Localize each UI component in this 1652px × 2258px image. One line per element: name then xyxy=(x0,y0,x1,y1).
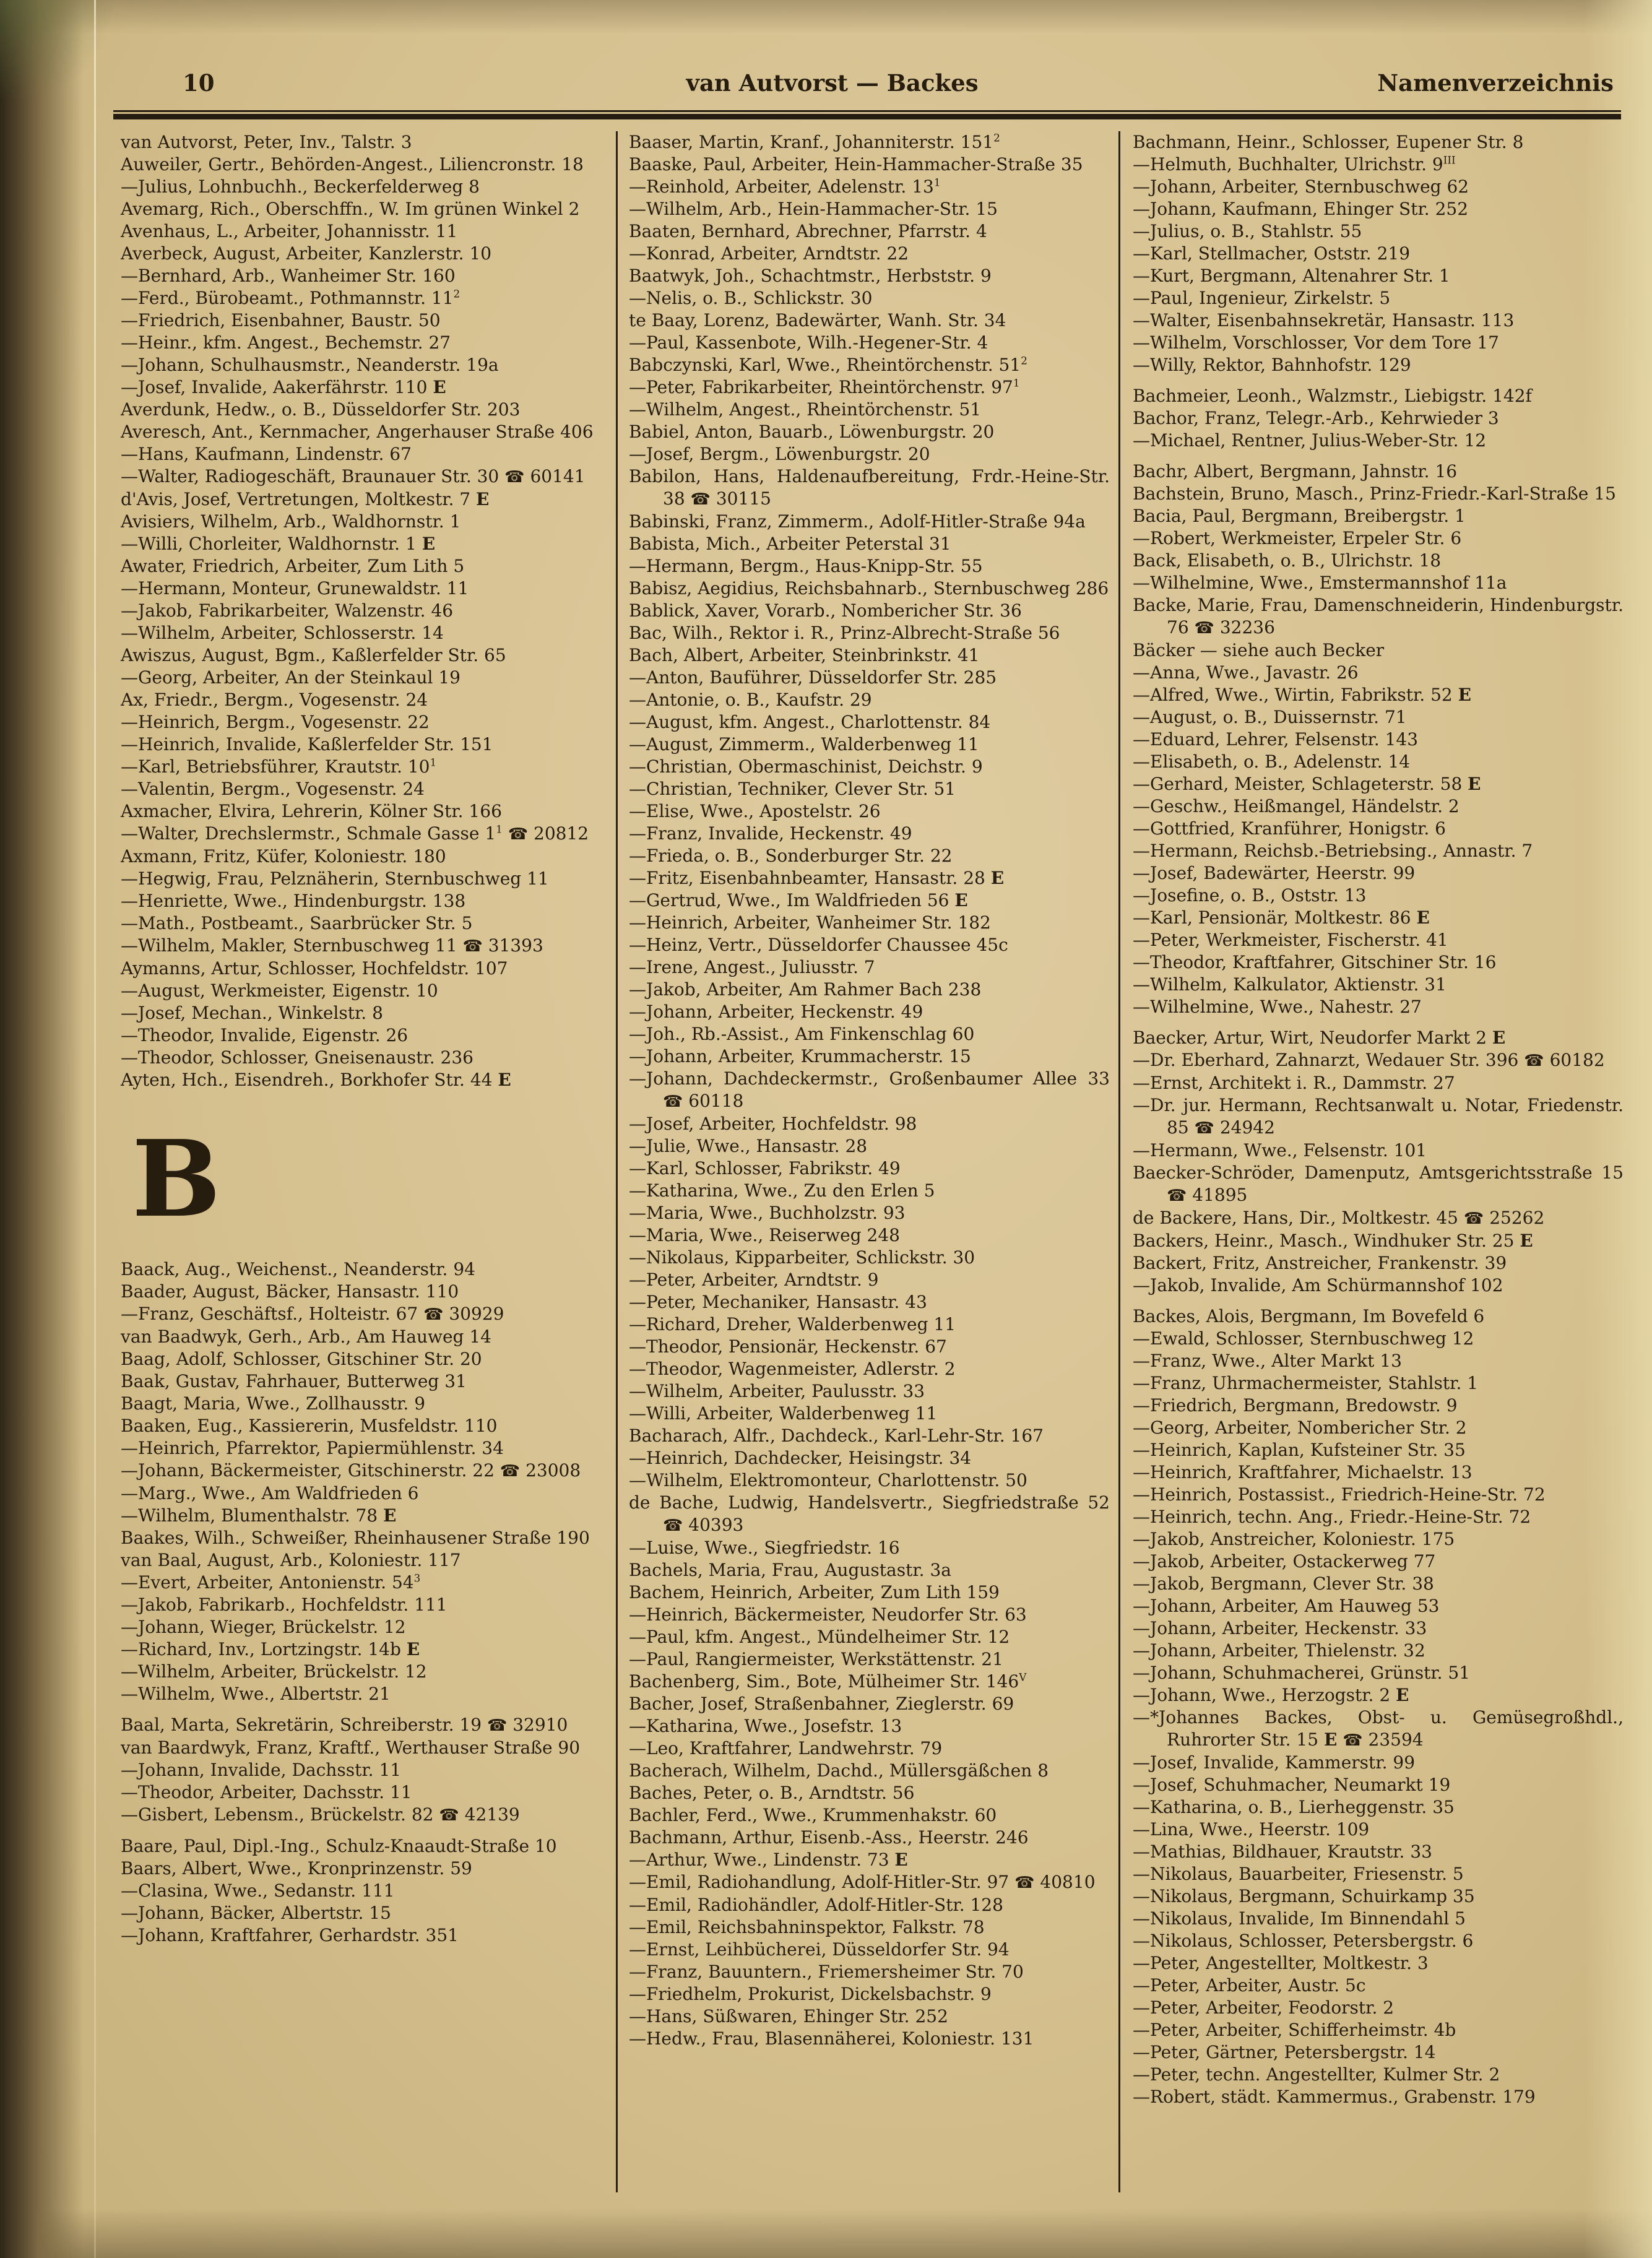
directory-entry: —Wilhelmine, Wwe., Nahestr. 27 xyxy=(1133,997,1422,1017)
directory-entry: —Heinrich, Arbeiter, Wanheimer Str. 182 xyxy=(629,912,991,933)
directory-entry: —Marg., Wwe., Am Waldfrieden 6 xyxy=(121,1483,419,1503)
directory-entry: —August, o. B., Duissernstr. 71 xyxy=(1133,707,1407,727)
directory-entry: —Emil, Radiohandlung, Adolf-Hitler-Str. 97 ☎ 40810 xyxy=(629,1872,1096,1892)
directory-entry: —Johann, Arbeiter, Krummacherstr. 15 xyxy=(629,1046,971,1066)
directory-entry: —Mathias, Bildhauer, Krautstr. 33 xyxy=(1133,1841,1432,1862)
directory-entry: Bac, Wilh., Rektor i. R., Prinz-Albrecht-Straße 56 xyxy=(629,623,1060,643)
directory-entry: —Josef, Schuhmacher, Neumarkt 19 xyxy=(1133,1775,1451,1795)
directory-entry: Avenhaus, L., Arbeiter, Johannisstr. 11 xyxy=(121,221,458,241)
phone-icon: ☎ xyxy=(1343,1731,1363,1750)
directory-entry: Bacia, Paul, Bergmann, Breibergstr. 1 xyxy=(1133,506,1466,526)
directory-entry: —Karl, Schlosser, Fabrikstr. 49 xyxy=(629,1158,901,1179)
directory-entry: —Paul, Kassenbote, Wilh.-Hegener-Str. 4 xyxy=(629,332,988,353)
directory-entry: Baaske, Paul, Arbeiter, Hein-Hammacher-Straße 35 xyxy=(629,154,1083,175)
directory-entry: —Jakob, Fabrikarb., Hochfeldstr. 111 xyxy=(121,1594,448,1615)
directory-entry: —Michael, Rentner, Julius-Weber-Str. 12 xyxy=(1133,430,1487,451)
directory-entry: —Math., Postbeamt., Saarbrücker Str. 5 xyxy=(121,913,473,933)
directory-entry: —Friedhelm, Prokurist, Dickelsbachstr. 9 xyxy=(629,1984,992,2004)
directory-entry: Bacher, Josef, Straßenbahner, Zieglerstr. 69 xyxy=(629,1694,1014,1714)
directory-entry: —Theodor, Invalide, Eigenstr. 26 xyxy=(121,1025,409,1045)
header-right-label: Namenverzeichnis xyxy=(1377,69,1614,97)
directory-entry: —Hans, Kaufmann, Lindenstr. 67 xyxy=(121,444,412,464)
directory-entry: —Gisbert, Lebensm., Brückelstr. 82 ☎ 42139 xyxy=(121,1804,520,1825)
directory-entry: —Konrad, Arbeiter, Arndtstr. 22 xyxy=(629,243,909,264)
directory-entry: Baagt, Maria, Wwe., Zollhausstr. 9 xyxy=(121,1393,426,1414)
page-number: 10 xyxy=(183,69,215,97)
directory-entry: —Anton, Bauführer, Düsseldorfer Str. 285 xyxy=(629,667,997,688)
directory-entry: —Johann, Kaufmann, Ehinger Str. 252 xyxy=(1133,199,1469,219)
directory-entry: Babiel, Anton, Bauarb., Löwenburgstr. 20 xyxy=(629,422,995,442)
directory-entry: Auweiler, Gertr., Behörden-Angest., Liliencronstr. 18 xyxy=(121,154,584,175)
directory-entry: —Johann, Dachdeckermstr., Großenbaumer Allee 33 ☎ 60118 xyxy=(629,1068,1110,1111)
directory-entry: —Alfred, Wwe., Wirtin, Fabrikstr. 52 E xyxy=(1133,685,1471,705)
directory-entry: —Karl, Betriebsführer, Krautstr. $10^1$ xyxy=(121,756,437,777)
owner-mark: E xyxy=(990,868,1005,888)
directory-entry: —Julius, o. B., Stahlstr. 55 xyxy=(1133,221,1362,241)
directory-entry: —Wilhelm, Makler, Sternbuschweg 11 ☎ 31393 xyxy=(121,935,543,956)
directory-entry: —Jakob, Invalide, Am Schürmannshof 102 xyxy=(1133,1275,1503,1296)
directory-entry: —Jakob, Arbeiter, Ostackerweg 77 xyxy=(1133,1551,1436,1572)
directory-entry: Baaser, Martin, Kranf., Johanniterstr. $151^2$ xyxy=(629,131,1000,152)
phone-icon: ☎ xyxy=(439,1806,459,1825)
directory-entry: —Willy, Rektor, Bahnhofstr. 129 xyxy=(1133,355,1411,375)
directory-entry: —Johann, Arbeiter, Heckenstr. 49 xyxy=(629,1001,923,1022)
directory-entry: —Joh., Rb.-Assist., Am Finkenschlag 60 xyxy=(629,1024,975,1044)
directory-entry: —Reinhold, Arbeiter, Adelenstr. $13^1$ xyxy=(629,176,941,197)
directory-entry: —Antonie, o. B., Kaufstr. 29 xyxy=(629,690,872,710)
directory-entry: —Walter, Eisenbahnsekretär, Hansastr. 113 xyxy=(1133,310,1515,331)
directory-column-1 xyxy=(121,131,616,2192)
directory-entry: Bacharach, Alfr., Dachdeck., Karl-Lehr-Str. 167 xyxy=(629,1425,1044,1446)
phone-icon: ☎ xyxy=(663,1516,683,1535)
directory-entry: —Franz, Uhrmachermeister, Stahlstr. 1 xyxy=(1133,1373,1479,1393)
directory-entry: Back, Elisabeth, o. B., Ulrichstr. 18 xyxy=(1133,550,1442,571)
directory-entry: —Paul, Ingenieur, Zirkelstr. 5 xyxy=(1133,288,1391,308)
directory-entry: —Peter, Gärtner, Petersbergstr. 14 xyxy=(1133,2042,1436,2062)
phone-icon: ☎ xyxy=(1194,619,1214,638)
directory-entry: —Heinrich, Bergm., Vogesenstr. 22 xyxy=(121,712,430,732)
directory-entry: —Hans, Süßwaren, Ehinger Str. 252 xyxy=(629,2006,948,2027)
directory-entry: —Johann, Schulhausmstr., Neanderstr. 19a xyxy=(121,355,499,375)
directory-entry: —Heinrich, Bäckermeister, Neudorfer Str. 63 xyxy=(629,1604,1027,1625)
directory-entry: —Peter, Arbeiter, Arndtstr. 9 xyxy=(629,1270,879,1290)
header-rule xyxy=(113,110,1621,119)
phone-icon: ☎ xyxy=(499,1462,521,1481)
phone-icon: ☎ xyxy=(690,490,711,509)
owner-mark: E xyxy=(406,1639,420,1659)
directory-entry: Baal, Marta, Sekretärin, Schreiberstr. 19 ☎ 32910 xyxy=(121,1715,568,1735)
directory-entry: —Jakob, Anstreicher, Koloniestr. 175 xyxy=(1133,1529,1455,1549)
directory-entry: Bachmann, Arthur, Eisenb.-Ass., Heerstr. 246 xyxy=(629,1827,1029,1848)
owner-mark: E xyxy=(954,890,968,911)
directory-entry: —Josef, Invalide, Aakerfährstr. 110 E xyxy=(121,377,446,397)
directory-entry: —Willi, Arbeiter, Walderbenweg 11 xyxy=(629,1403,938,1424)
directory-entry: Bach, Albert, Arbeiter, Steinbrinkstr. 41 xyxy=(629,645,980,665)
directory-entry: —Valentin, Bergm., Vogesenstr. 24 xyxy=(121,779,425,799)
phone-icon: ☎ xyxy=(462,937,483,956)
directory-entry: —Heinr., kfm. Angest., Bechemstr. 27 xyxy=(121,332,451,353)
directory-entry: —Friedrich, Bergmann, Bredowstr. 9 xyxy=(1133,1395,1458,1416)
directory-entry: —Peter, Angestellter, Moltkestr. 3 xyxy=(1133,1953,1429,1973)
page-header xyxy=(121,69,1619,102)
directory-entry: —Johann, Arbeiter, Sternbuschweg 62 xyxy=(1133,176,1469,197)
directory-entry: Averesch, Ant., Kernmacher, Angerhauser Straße 406 xyxy=(121,422,594,442)
directory-entry: —Anna, Wwe., Javastr. 26 xyxy=(1133,662,1359,683)
directory-entry: —Johann, Wieger, Brückelstr. 12 xyxy=(121,1617,406,1637)
directory-entry: —Johann, Wwe., Herzogstr. 2 E xyxy=(1133,1685,1409,1705)
directory-entry: —Johann, Arbeiter, Heckenstr. 33 xyxy=(1133,1618,1427,1638)
phone-icon: ☎ xyxy=(1014,1874,1035,1892)
directory-entry: —Peter, Arbeiter, Feodorstr. 2 xyxy=(1133,1997,1395,2018)
directory-entry: Avisiers, Wilhelm, Arb., Waldhornstr. 1 xyxy=(121,511,461,532)
phone-icon: ☎ xyxy=(423,1305,444,1324)
directory-entry: —Franz, Wwe., Alter Markt 13 xyxy=(1133,1351,1402,1371)
directory-entry: —Arthur, Wwe., Lindenstr. 73 E xyxy=(629,1849,908,1870)
directory-entry: Bachor, Franz, Telegr.-Arb., Kehrwieder 3 xyxy=(1133,408,1499,428)
directory-entry: —August, Zimmerm., Walderbenweg 11 xyxy=(629,734,979,755)
owner-mark: E xyxy=(1416,907,1430,928)
directory-entry: —Ewald, Schlosser, Sternbuschweg 12 xyxy=(1133,1328,1474,1349)
directory-entry: Babczynski, Karl, Wwe., Rheintörchenstr. $51^2$ xyxy=(629,354,1027,375)
directory-entry: —Robert, Werkmeister, Erpeler Str. 6 xyxy=(1133,528,1462,548)
directory-entry: Axmann, Fritz, Küfer, Koloniestr. 180 xyxy=(121,846,446,867)
directory-entry: —Peter, Arbeiter, Schifferheimstr. 4b xyxy=(1133,2020,1456,2040)
directory-entry: —August, Werkmeister, Eigenstr. 10 xyxy=(121,980,438,1001)
directory-entry: van Baardwyk, Franz, Kraftf., Werthauser Straße 90 xyxy=(121,1737,581,1758)
directory-entry: —Theodor, Wagenmeister, Adlerstr. 2 xyxy=(629,1359,956,1379)
directory-entry: —Johann, Arbeiter, Am Hauweg 53 xyxy=(1133,1596,1440,1616)
directory-entry: —Franz, Geschäftsf., Holteistr. 67 ☎ 30929 xyxy=(121,1304,504,1324)
directory-entry: Averdunk, Hedw., o. B., Düsseldorfer Str. 203 xyxy=(121,399,521,420)
directory-entry: —Leo, Kraftfahrer, Landwehrstr. 79 xyxy=(629,1738,943,1758)
directory-entry: —Katharina, Wwe., Josefstr. 13 xyxy=(629,1716,902,1736)
directory-column-2 xyxy=(616,131,1118,2192)
directory-entry: —Gerhard, Meister, Schlageterstr. 58 E xyxy=(1133,774,1481,794)
directory-entry: —Theodor, Arbeiter, Dachsstr. 11 xyxy=(121,1782,412,1802)
directory-entry: —Paul, kfm. Angest., Mündelheimer Str. 12 xyxy=(629,1627,1010,1647)
directory-entry: —Peter, Arbeiter, Austr. 5c xyxy=(1133,1975,1366,1996)
directory-entry: Baag, Adolf, Schlosser, Gitschiner Str. 20 xyxy=(121,1349,482,1369)
directory-entry: —Frieda, o. B., Sonderburger Str. 22 xyxy=(629,846,953,866)
directory-entry: —Emil, Radiohändler, Adolf-Hitler-Str. 128 xyxy=(629,1895,1003,1915)
directory-entry: Backert, Fritz, Anstreicher, Frankenstr. 39 xyxy=(1133,1253,1507,1273)
directory-entry: —Peter, Werkmeister, Fischerstr. 41 xyxy=(1133,930,1448,950)
directory-entry: —Karl, Stellmacher, Oststr. 219 xyxy=(1133,243,1411,264)
directory-entry: —Georg, Arbeiter, Nombericher Str. 2 xyxy=(1133,1417,1467,1438)
directory-entry: Bachels, Maria, Frau, Augustastr. 3a xyxy=(629,1560,951,1580)
directory-entry: —Wilhelm, Arbeiter, Paulusstr. 33 xyxy=(629,1381,925,1401)
directory-entry: —Wilhelm, Arbeiter, Schlosserstr. 14 xyxy=(121,623,444,643)
directory-entry: —Heinrich, Postassist., Friedrich-Heine-Str. 72 xyxy=(1133,1484,1546,1505)
owner-mark: E xyxy=(422,534,436,554)
directory-entry: —Dr. Eberhard, Zahnarzt, Wedauer Str. 396 ☎ 60182 xyxy=(1133,1050,1605,1070)
directory-entry: Axmacher, Elvira, Lehrerin, Kölner Str. 166 xyxy=(121,801,502,821)
directory-entry: Avemarg, Rich., Oberschffn., W. Im grünen Winkel 2 xyxy=(121,199,580,219)
directory-entry: —Franz, Bauuntern., Friemersheimer Str. 70 xyxy=(629,1962,1024,1982)
directory-entry: Baars, Albert, Wwe., Kronprinzenstr. 59 xyxy=(121,1858,472,1879)
directory-entry: —Maria, Wwe., Buchholzstr. 93 xyxy=(629,1203,906,1223)
directory-entry: —Wilhelm, Vorschlosser, Vor dem Tore 17 xyxy=(1133,332,1499,353)
directory-entry: —Wilhelm, Blumenthalstr. 78 E xyxy=(121,1505,397,1526)
directory-entry: —Josef, Invalide, Kammerstr. 99 xyxy=(1133,1752,1416,1773)
directory-entry: —Gottfried, Kranführer, Honigstr. 6 xyxy=(1133,818,1446,839)
directory-entry: Baare, Paul, Dipl.-Ing., Schulz-Knaaudt-Straße 10 xyxy=(121,1836,557,1856)
directory-entry: —Johann, Bäcker, Albertstr. 15 xyxy=(121,1903,391,1923)
directory-entry: —Heinrich, Pfarrektor, Papiermühlenstr. 34 xyxy=(121,1438,504,1458)
directory-entry: —Hermann, Monteur, Grunewaldstr. 11 xyxy=(121,578,469,599)
directory-entry: Ayten, Hch., Eisendreh., Borkhofer Str. 44 E xyxy=(121,1070,511,1090)
directory-entry: Awater, Friedrich, Arbeiter, Zum Lith 5 xyxy=(121,556,465,576)
directory-entry: Babilon, Hans, Haldenaufbereitung, Frdr.-Heine-Str. 38 ☎ 30115 xyxy=(629,466,1110,509)
directory-entry: —Peter, Fabrikarbeiter, Rheintörchenstr. $97^1$ xyxy=(629,376,1020,397)
directory-entry: —Richard, Inv., Lortzingstr. 14b E xyxy=(121,1639,420,1659)
directory-entry: —Wilhelm, Wwe., Albertstr. 21 xyxy=(121,1684,391,1704)
directory-entry: —Maria, Wwe., Reiserweg 248 xyxy=(629,1225,900,1245)
directory-entry: —Wilhelm, Angest., Rheintörchenstr. 51 xyxy=(629,399,982,420)
directory-entry: —Johann, Bäckermeister, Gitschinerstr. 22 ☎ 23008 xyxy=(121,1460,581,1481)
directory-entry: —Nelis, o. B., Schlickstr. 30 xyxy=(629,288,873,308)
directory-entry: Aymanns, Artur, Schlosser, Hochfeldstr. 107 xyxy=(121,958,508,979)
directory-entry: —Christian, Obermaschinist, Deichstr. 9 xyxy=(629,756,983,777)
directory-entry: —Josefine, o. B., Oststr. 13 xyxy=(1133,885,1367,906)
directory-entry: —Paul, Rangiermeister, Werkstättenstr. 21 xyxy=(629,1649,1003,1669)
phone-icon: ☎ xyxy=(508,825,529,844)
directory-entry: —*Johannes Backes, Obst- u. Gemüsegroßhdl., Ruhrorter Str. 15 E ☎ 23594 xyxy=(1133,1707,1624,1750)
owner-mark: E xyxy=(383,1505,397,1526)
phone-icon: ☎ xyxy=(1463,1209,1484,1228)
directory-entry: Babista, Mich., Arbeiter Peterstal 31 xyxy=(629,534,951,554)
directory-entry: —Luise, Wwe., Siegfriedstr. 16 xyxy=(629,1538,900,1558)
directory-entry: —Elise, Wwe., Apostelstr. 26 xyxy=(629,801,881,821)
directory-entry: —Elisabeth, o. B., Adelenstr. 14 xyxy=(1133,751,1411,772)
owner-mark: E xyxy=(894,1849,908,1870)
directory-entry: —Hermann, Bergm., Haus-Knipp-Str. 55 xyxy=(629,556,983,576)
owner-mark: E xyxy=(476,489,490,509)
directory-entry: Baches, Peter, o. B., Arndtstr. 56 xyxy=(629,1783,915,1803)
directory-entry: —Walter, Drechslermstr., Schmale Gasse $1^1$ ☎ 20812 xyxy=(121,823,589,844)
directory-entry: Baecker-Schröder, Damenputz, Amtsgerichtsstraße 15 ☎ 41895 xyxy=(1133,1162,1624,1205)
directory-entry: —Johann, Invalide, Dachsstr. 11 xyxy=(121,1760,402,1780)
directory-entry: Baatwyk, Joh., Schachtmstr., Herbststr. 9 xyxy=(629,266,992,286)
directory-entry: —Friedrich, Eisenbahner, Baustr. 50 xyxy=(121,310,441,331)
directory-entry: —Hegwig, Frau, Pelznäherin, Sternbuschweg 11 xyxy=(121,868,549,889)
directory-entry: —Richard, Dreher, Walderbenweg 11 xyxy=(629,1314,956,1334)
directory-entry: —Gertrud, Wwe., Im Waldfrieden 56 E xyxy=(629,890,968,911)
directory-entry: —Josef, Badewärter, Heerstr. 99 xyxy=(1133,863,1416,883)
owner-mark: E xyxy=(1520,1231,1533,1251)
directory-entry: de Backere, Hans, Dir., Moltkestr. 45 ☎ 25262 xyxy=(1133,1208,1545,1228)
directory-entry: —Theodor, Schlosser, Gneisenaustr. 236 xyxy=(121,1047,474,1068)
directory-entry: —Georg, Arbeiter, An der Steinkaul 19 xyxy=(121,667,461,688)
section-letter: B xyxy=(132,1117,221,1241)
phone-icon: ☎ xyxy=(663,1092,683,1111)
directory-entry: —Geschw., Heißmangel, Händelstr. 2 xyxy=(1133,796,1460,816)
directory-entry: —Katharina, o. B., Lierheggenstr. 35 xyxy=(1133,1797,1455,1817)
directory-entry: —Wilhelm, Arbeiter, Brückelstr. 12 xyxy=(121,1661,427,1682)
directory-entry: —Bernhard, Arb., Wanheimer Str. 160 xyxy=(121,266,456,286)
owner-mark: E xyxy=(498,1070,511,1090)
directory-columns xyxy=(121,131,1626,2192)
directory-entry: —Kurt, Bergmann, Altenahrer Str. 1 xyxy=(1133,266,1450,286)
directory-entry: —Willi, Chorleiter, Waldhornstr. 1 E xyxy=(121,534,436,554)
directory-entry: Baecker, Artur, Wirt, Neudorfer Markt 2 E xyxy=(1133,1027,1506,1048)
phone-icon: ☎ xyxy=(504,468,525,487)
directory-entry: Babisz, Aegidius, Reichsbahnarb., Sternbuschweg 286 xyxy=(629,578,1109,599)
directory-entry: Bachmeier, Leonh., Walzmstr., Liebigstr. 142f xyxy=(1133,386,1532,406)
directory-entry: Bachem, Heinrich, Arbeiter, Zum Lith 159 xyxy=(629,1582,1000,1603)
phone-icon: ☎ xyxy=(1524,1052,1544,1070)
owner-mark: E xyxy=(1396,1685,1409,1705)
directory-entry: —Nikolaus, Invalide, Im Binnendahl 5 xyxy=(1133,1908,1466,1929)
directory-entry: —Wilhelm, Kalkulator, Aktienstr. 31 xyxy=(1133,974,1447,995)
directory-entry: —Evert, Arbeiter, Antonienstr. $54^3$ xyxy=(121,1572,421,1593)
owner-mark: E xyxy=(1492,1027,1506,1048)
directory-entry: van Baadwyk, Gerh., Arb., Am Hauweg 14 xyxy=(121,1326,491,1347)
directory-entry: Awiszus, August, Bgm., Kaßlerfelder Str. 65 xyxy=(121,645,506,665)
directory-entry: —Heinz, Vertr., Düsseldorfer Chaussee 45c xyxy=(629,935,1008,955)
directory-entry: —Heinrich, Kraftfahrer, Michaelstr. 13 xyxy=(1133,1462,1473,1482)
directory-entry: —Hermann, Reichsb.-Betriebsing., Annastr. 7 xyxy=(1133,841,1533,861)
directory-entry: —Katharina, Wwe., Zu den Erlen 5 xyxy=(629,1180,935,1201)
directory-entry: —Heinrich, techn. Ang., Friedr.-Heine-Str. 72 xyxy=(1133,1507,1531,1527)
directory-entry: Baak, Gustav, Fahrhauer, Butterweg 31 xyxy=(121,1371,467,1391)
directory-entry: Baaten, Bernhard, Abrechner, Pfarrstr. 4 xyxy=(629,221,987,241)
directory-entry: Backe, Marie, Frau, Damenschneiderin, Hindenburgstr. 76 ☎ 32236 xyxy=(1133,595,1624,638)
directory-entry: Bachr, Albert, Bergmann, Jahnstr. 16 xyxy=(1133,461,1458,482)
directory-entry: Bachstein, Bruno, Masch., Prinz-Friedr.-Karl-Straße 15 xyxy=(1133,483,1616,504)
owner-mark: E xyxy=(1458,685,1471,705)
owner-mark: E xyxy=(1323,1729,1338,1750)
directory-entry: Bachenberg, Sim., Bote, Mülheimer Str. $146^V$ xyxy=(629,1671,1027,1692)
directory-entry: Baack, Aug., Weichenst., Neanderstr. 94 xyxy=(121,1259,475,1279)
directory-entry: —Heinrich, Invalide, Kaßlerfelder Str. 151 xyxy=(121,734,493,755)
directory-entry: —Nikolaus, Schlosser, Petersbergstr. 6 xyxy=(1133,1931,1474,1951)
page-edge-highlight xyxy=(94,0,96,2258)
directory-entry: Backes, Alois, Bergmann, Im Bovefeld 6 xyxy=(1133,1306,1485,1326)
phone-icon: ☎ xyxy=(1167,1187,1187,1205)
directory-entry: —Johann, Kraftfahrer, Gerhardstr. 351 xyxy=(121,1925,459,1945)
directory-entry: —Helmuth, Buchhalter, Ulrichstr. $9^{III}$ xyxy=(1133,154,1456,175)
directory-entry: —Ernst, Architekt i. R., Dammstr. 27 xyxy=(1133,1073,1455,1093)
directory-entry: —Franz, Invalide, Heckenstr. 49 xyxy=(629,823,912,844)
directory-entry: —Johann, Arbeiter, Thielenstr. 32 xyxy=(1133,1640,1425,1661)
directory-entry: —Josef, Mechan., Winkelstr. 8 xyxy=(121,1003,383,1023)
directory-entry: —Dr. jur. Hermann, Rechtsanwalt u. Notar, Friedenstr. 85 ☎ 24942 xyxy=(1133,1095,1624,1138)
directory-entry: —Nikolaus, Bergmann, Schuirkamp 35 xyxy=(1133,1886,1475,1906)
directory-entry: —Fritz, Eisenbahnbeamter, Hansastr. 28 E xyxy=(629,868,1005,888)
owner-mark: E xyxy=(433,377,446,397)
directory-entry: —Jakob, Bergmann, Clever Str. 38 xyxy=(1133,1573,1434,1594)
directory-entry: de Bache, Ludwig, Handelsvertr., Siegfriedstraße 52 ☎ 40393 xyxy=(629,1492,1110,1535)
directory-entry: —Nikolaus, Bauarbeiter, Friesenstr. 5 xyxy=(1133,1864,1464,1884)
directory-entry: —Irene, Angest., Juliusstr. 7 xyxy=(629,957,875,977)
directory-entry: —Nikolaus, Kipparbeiter, Schlickstr. 30 xyxy=(629,1247,975,1268)
directory-entry: —Robert, städt. Kammermus., Grabenstr. 179 xyxy=(1133,2087,1536,2107)
directory-entry: —Theodor, Pensionär, Heckenstr. 67 xyxy=(629,1336,947,1357)
directory-entry: —Wilhelm, Arb., Hein-Hammacher-Str. 15 xyxy=(629,199,998,219)
directory-entry: Bacherach, Wilhelm, Dachd., Müllersgäßchen 8 xyxy=(629,1760,1049,1781)
directory-entry: —Emil, Reichsbahninspektor, Falkstr. 78 xyxy=(629,1917,985,1937)
directory-entry: —Hedw., Frau, Blasennäherei, Koloniestr. 131 xyxy=(629,2028,1034,2049)
directory-entry: —Heinrich, Dachdecker, Heisingstr. 34 xyxy=(629,1448,972,1468)
directory-entry: —Theodor, Kraftfahrer, Gitschiner Str. 16 xyxy=(1133,952,1497,972)
directory-entry: —Karl, Pensionär, Moltkestr. 86 E xyxy=(1133,907,1430,928)
directory-entry: te Baay, Lorenz, Badewärter, Wanh. Str. 34 xyxy=(629,310,1006,331)
directory-entry: —Clasina, Wwe., Sedanstr. 111 xyxy=(121,1880,395,1901)
running-title: van Autvorst — Backes xyxy=(686,69,979,97)
directory-entry: —Julius, Lohnbuchh., Beckerfelderweg 8 xyxy=(121,176,480,197)
directory-entry: —Heinrich, Kaplan, Kufsteiner Str. 35 xyxy=(1133,1440,1466,1460)
directory-entry: —Lina, Wwe., Heerstr. 109 xyxy=(1133,1819,1370,1840)
directory-entry: Ax, Friedr., Bergm., Vogesenstr. 24 xyxy=(121,690,428,710)
directory-entry: —Jakob, Fabrikarbeiter, Walzenstr. 46 xyxy=(121,600,454,621)
directory-entry: Bablick, Xaver, Vorarb., Nombericher Str. 36 xyxy=(629,600,1022,621)
directory-column-3 xyxy=(1118,131,1626,2192)
directory-entry: d'Avis, Josef, Vertretungen, Moltkestr. 7 E xyxy=(121,489,490,509)
directory-entry: —Christian, Techniker, Clever Str. 51 xyxy=(629,779,956,799)
directory-entry: Babinski, Franz, Zimmerm., Adolf-Hitler-Straße 94a xyxy=(629,511,1086,532)
directory-entry: —Josef, Arbeiter, Hochfeldstr. 98 xyxy=(629,1114,917,1134)
directory-entry: —Josef, Bergm., Löwenburgstr. 20 xyxy=(629,444,930,464)
directory-entry: Baaken, Eug., Kassiererin, Musfeldstr. 110 xyxy=(121,1416,498,1436)
directory-entry: Baakes, Wilh., Schweißer, Rheinhausener Straße 190 xyxy=(121,1528,590,1548)
directory-entry: van Baal, August, Arb., Koloniestr. 117 xyxy=(121,1550,461,1570)
directory-entry: —Julie, Wwe., Hansastr. 28 xyxy=(629,1136,868,1156)
directory-entry: —Ernst, Leihbücherei, Düsseldorfer Str. 94 xyxy=(629,1939,1010,1960)
directory-entry: —Hermann, Wwe., Felsenstr. 101 xyxy=(1133,1140,1427,1161)
directory-entry: —Peter, techn. Angestellter, Kulmer Str. 2 xyxy=(1133,2064,1500,2085)
directory-entry: —Jakob, Arbeiter, Am Rahmer Bach 238 xyxy=(629,979,982,1000)
directory-entry: Backers, Heinr., Masch., Windhuker Str. 25 E xyxy=(1133,1231,1533,1251)
phone-icon: ☎ xyxy=(487,1716,508,1735)
directory-entry: van Autvorst, Peter, Inv., Talstr. 3 xyxy=(121,132,412,152)
directory-entry: Bachler, Ferd., Wwe., Krummenhakstr. 60 xyxy=(629,1805,997,1825)
directory-entry: —Eduard, Lehrer, Felsenstr. 143 xyxy=(1133,729,1419,750)
directory-entry: Bäcker — siehe auch Becker xyxy=(1133,640,1385,660)
directory-entry: Averbeck, August, Arbeiter, Kanzlerstr. 10 xyxy=(121,243,492,264)
directory-entry: —Ferd., Bürobeamt., Pothmannstr. $11^2$ xyxy=(121,287,461,308)
directory-entry: —Wilhelm, Elektromonteur, Charlottenstr. 50 xyxy=(629,1470,1027,1490)
directory-entry: —Henriette, Wwe., Hindenburgstr. 138 xyxy=(121,891,466,911)
directory-entry: —August, kfm. Angest., Charlottenstr. 84 xyxy=(629,712,991,732)
directory-entry: —Johann, Schuhmacherei, Grünstr. 51 xyxy=(1133,1663,1471,1683)
directory-entry: Bachmann, Heinr., Schlosser, Eupener Str. 8 xyxy=(1133,132,1524,152)
directory-entry: —Peter, Mechaniker, Hansastr. 43 xyxy=(629,1292,927,1312)
owner-mark: E xyxy=(1468,774,1481,794)
directory-entry: —Walter, Radiogeschäft, Braunauer Str. 30 ☎ 60141 xyxy=(121,466,586,487)
directory-entry: Baader, August, Bäcker, Hansastr. 110 xyxy=(121,1281,459,1302)
phone-icon: ☎ xyxy=(1194,1119,1214,1138)
directory-entry: —Wilhelmine, Wwe., Emstermannshof 11a xyxy=(1133,573,1507,593)
